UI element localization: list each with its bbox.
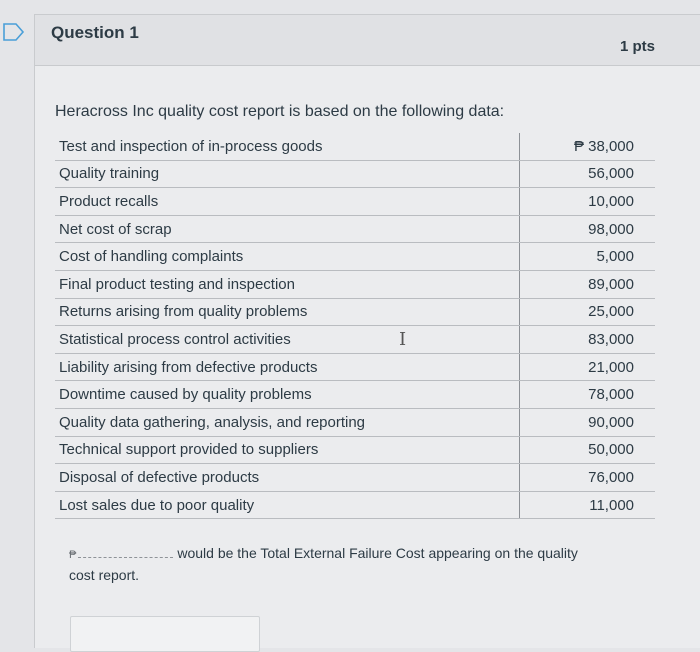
cost-data-table [55, 133, 655, 519]
cost-item-amount: 76,000 [520, 464, 656, 492]
question-points: 1 pts [619, 38, 655, 55]
cost-item-amount: 25,000 [520, 298, 656, 326]
table-row [55, 326, 655, 354]
table-row [55, 298, 655, 326]
cost-item-amount: 10,000 [520, 188, 656, 216]
cost-item-amount: 98,000 [520, 215, 656, 243]
cost-item-label: Technical support provided to suppliers [55, 436, 520, 464]
table-row [55, 215, 655, 243]
currency-symbol: ₱ [69, 549, 77, 561]
cost-item-label: Returns arising from quality problems [55, 298, 520, 326]
cost-item-amount: 89,000 [520, 270, 656, 298]
cost-item-amount: 78,000 [520, 381, 656, 409]
question-title: Question 1 [51, 23, 139, 42]
cost-item-amount: 5,000 [520, 243, 656, 271]
cost-item-amount: 83,000 [520, 326, 656, 354]
cost-item-amount: ₱ 38,000 [520, 133, 656, 160]
table-row [55, 491, 655, 519]
table-row [55, 188, 655, 216]
cost-item-label: Test and inspection of in-process goods [55, 133, 520, 160]
cost-item-label: Quality training [55, 160, 520, 188]
answer-sentence: would be the Total External Failure Cost appearing on the quality [177, 545, 578, 561]
table-row [55, 436, 655, 464]
question-header [35, 15, 700, 66]
table-row [55, 270, 655, 298]
cost-item-amount: 90,000 [520, 408, 656, 436]
cost-item-label: Liability arising from defective products [55, 353, 520, 381]
cost-item-label: Disposal of defective products [55, 464, 520, 492]
cost-item-label: Lost sales due to poor quality [55, 491, 520, 519]
text-cursor-icon: I [399, 329, 407, 350]
answer-blank [78, 557, 173, 558]
cost-item-label: Cost of handling complaints [55, 243, 520, 271]
answer-continuation: cost report. [69, 567, 140, 583]
table-row [55, 408, 655, 436]
cost-item-amount: 56,000 [520, 160, 656, 188]
table-row [55, 133, 655, 160]
cost-item-label: Quality data gathering, analysis, and reporting [55, 408, 520, 436]
question-card [34, 14, 700, 648]
table-row [55, 243, 655, 271]
table-row [55, 464, 655, 492]
table-row [55, 353, 655, 381]
answer-prompt [69, 545, 629, 583]
cost-item-label: Net cost of scrap [55, 215, 520, 243]
cost-item-label: Final product testing and inspection [55, 270, 520, 298]
question-flag-icon[interactable] [3, 23, 25, 41]
cost-item-amount: 21,000 [520, 353, 656, 381]
cost-item-label: Product recalls [55, 188, 520, 216]
cost-item-amount: 50,000 [520, 436, 656, 464]
question-intro: Heracross Inc quality cost report is based on the following data: [55, 103, 505, 120]
cost-item-label: Statistical process control activities [55, 326, 520, 354]
cost-item-amount: 11,000 [520, 491, 656, 519]
table-row [55, 381, 655, 409]
table-row [55, 160, 655, 188]
cost-item-label: Downtime caused by quality problems [55, 381, 520, 409]
